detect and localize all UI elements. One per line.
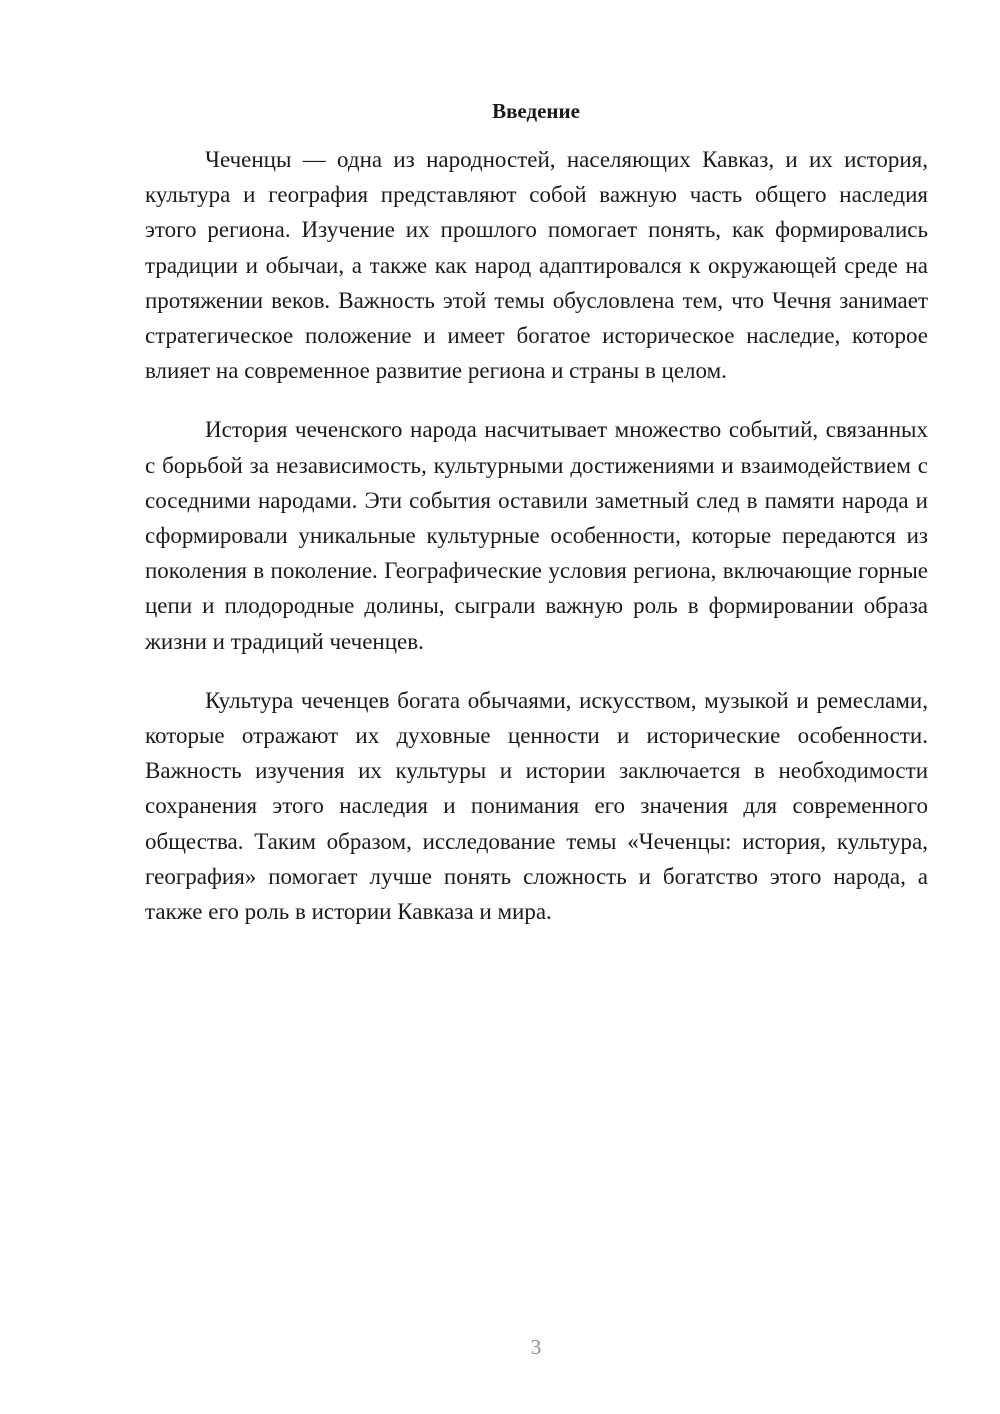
paragraph-history: История чеченского народа насчитывает множество событий, связанных с борьбой за независимость, культурными достижениями и взаимодействием с соседними народами. Эти события оставили заметный след в памяти народа и сформировали уникальные культурные особенности, которые передаются из поколения в поколение. Географические условия региона, включающие горные цепи и плодородные долины, сыграли важную роль в формировании образа жизни и традиций чеченцев. — [145, 417, 928, 654]
paragraph-intro: Чеченцы — одна из народностей, населяющих Кавказ, и их история, культура и география представляют собой важную часть общего наследия этого региона. Изучение их прошлого помогает понять, как формировались традиции и обычаи, а также как народ адаптировался к окружающей среде на протяжении веков. Важность этой темы обусловлена тем, что Чечня занимает стратегическое положение и имеет богатое историческое наследие, которое влияет на современное развитие региона и страны в целом. — [145, 147, 928, 384]
page-number: 3 — [530, 1335, 542, 1359]
section-title: Введение — [492, 99, 580, 123]
body-text — [145, 142, 928, 953]
paragraph-culture: Культура чеченцев богата обычаями, искусством, музыкой и ремеслами, которые отражают их духовные ценности и исторические особенности. Важность изучения их культуры и истории заключается в необходимости сохранения этого наследия и понимания его значения для современного общества. Таким образом, исследование темы «Чеченцы: история, культура, география» помогает лучше понять сложность и богатство этого народа, а также его роль в истории Кавказа и мира. — [145, 687, 928, 925]
